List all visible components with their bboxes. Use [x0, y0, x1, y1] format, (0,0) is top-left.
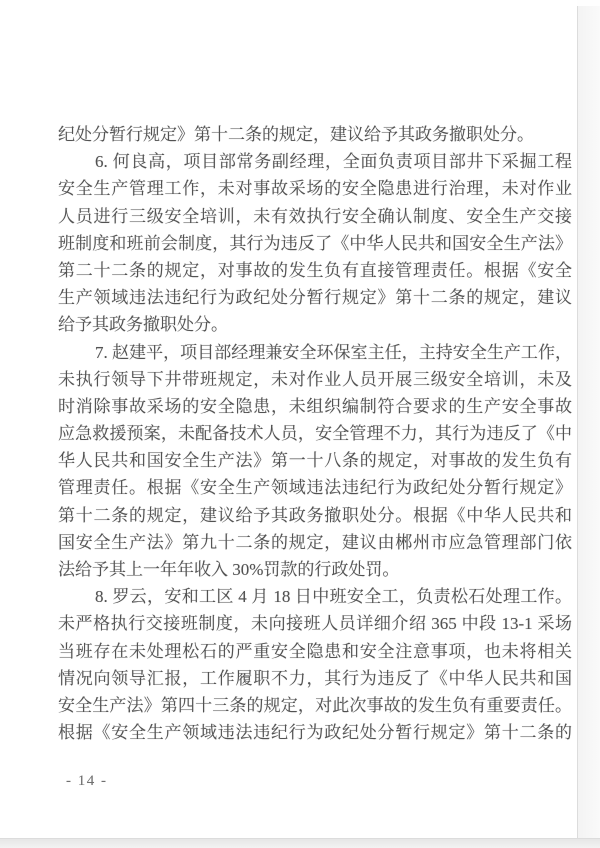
- document-body: [58, 121, 572, 746]
- text-line: 未严格执行交接班制度，未向接班人员详细介绍 365 中段 13-1 采场: [58, 614, 572, 634]
- text-line: 第二十二条的规定，对事故的发生负有直接管理责任。根据《安全: [58, 260, 572, 280]
- text-line: 8. 罗云，安和工区 4 月 18 日中班安全工，负责松石处理工作。: [95, 587, 572, 607]
- text-line: 应急救援预案，未配备技术人员，安全管理不力，其行为违反了《中: [58, 424, 572, 444]
- text-line: 情况向领导汇报，工作履职不力，其行为违反了《中华人民共和国: [58, 668, 572, 688]
- text-line: 安全生产法》第四十三条的规定，对此次事故的发生负有重要责任。: [58, 695, 572, 715]
- text-line: 7. 赵建平，项目部经理兼安全环保室主任，主持安全生产工作，: [95, 342, 572, 362]
- text-line: 法给予其上一年年收入 30%罚款的行政处罚。: [58, 560, 400, 579]
- text-line: 当班存在未处理松石的严重安全隐患和安全注意事项，也未将相关: [58, 641, 572, 661]
- page-right-edge-shadow: [577, 6, 600, 838]
- text-line: 未执行领导下井带班规定，未对作业人员开展三级安全培训，未及: [58, 369, 572, 389]
- text-line: 国安全生产法》第九十二条的规定，建议由郴州市应急管理部门依: [58, 532, 572, 552]
- text-line: 第十二条的规定，建议给予其政务撤职处分。根据《中华人民共和: [58, 505, 572, 525]
- page-number: - 14 -: [66, 773, 108, 789]
- text-line: 纪处分暂行规定》第十二条的规定，建议给予其政务撤职处分。: [58, 125, 534, 144]
- page-bottom-edge-shadow: [0, 838, 600, 848]
- text-line: 6. 何良高，项目部常务副经理，全面负责项目部井下采掘工程: [95, 152, 572, 172]
- text-line: 给予其政务撤职处分。: [58, 315, 228, 335]
- text-line: 华人民共和国安全生产法》第一十八条的规定，对事故的发生负有: [58, 451, 572, 471]
- text-line: 管理责任。根据《安全生产领域违法违纪行为政纪处分暂行规定》: [58, 478, 572, 498]
- text-line: 生产领域违法违纪行为政纪处分暂行规定》第十二条的规定，建议: [58, 288, 572, 308]
- text-line: 根据《安全生产领域违法违纪行为政纪处分暂行规定》第十二条的: [58, 723, 572, 743]
- text-line: 人员进行三级安全培训，未有效执行安全确认制度、安全生产交接: [58, 206, 572, 226]
- text-line: 安全生产管理工作，未对事故采场的安全隐患进行治理，未对作业: [58, 179, 572, 199]
- text-line: 班制度和班前会制度，其行为违反了《中华人民共和国安全生产法》: [58, 233, 572, 253]
- text-line: 时消除事故采场的安全隐患，未组织编制符合要求的生产安全事故: [58, 396, 572, 416]
